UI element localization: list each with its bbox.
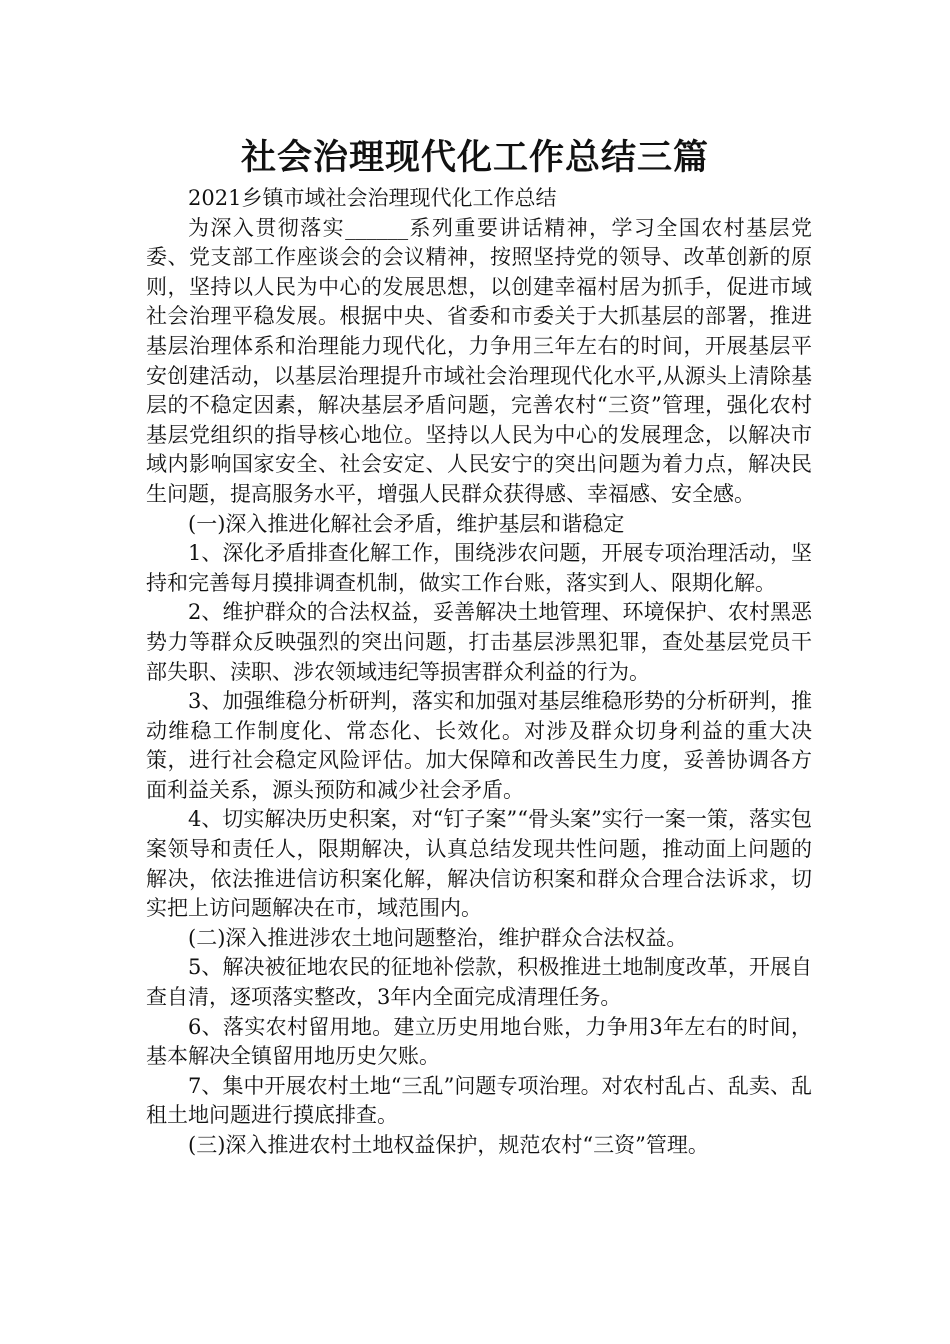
subtitle-paragraph: 2021乡镇市域社会治理现代化工作总结	[188, 186, 557, 210]
item-paragraph-3: 3、加强维稳分析研判，落实和加强对基层维稳形势的分析研判，推动维稳工作制度化、常态化、长效化。对涉及群众切身利益的重大决策，进行社会稳定风险评估。加大保障和改善民生力度，妥善协调各方面利益关系，源头预防和减少社会矛盾。	[146, 689, 812, 802]
item-paragraph-7: 7、集中开展农村土地“三乱”问题专项治理。对农村乱占、乱卖、乱租土地问题进行摸底排查。	[146, 1073, 812, 1128]
item-paragraph-4: 4、切实解决历史积案，对“钉子案”“骨头案”实行一案一策，落实包案领导和责任人，限期解决，认真总结发现共性问题，推动面上问题的解决，依法推进信访积案化解，解决信访积案和群众合理合法诉求，切实把上访问题解决在市，域范围内。	[146, 807, 812, 921]
section-heading-1: (一)深入推进化解社会矛盾，维护基层和谐稳定	[188, 511, 625, 536]
section-heading-2: (二)深入推进涉农土地问题整治，维护群众合法权益。	[188, 925, 688, 950]
intro-paragraph: 为深入贯彻落实______系列重要讲话精神，学习全国农村基层党委、党支部工作座谈会的会议精神，按照坚持党的领导、改革创新的原则，坚持以人民为中心的发展思想，以创建幸福村居为抓手，促进市域社会治理平稳发展。根据中央、省委和市委关于大抓基层的部署，推进基层治理体系和治理能力现代化，力争用三年左右的时间，开展基层平安创建活动，以基层治理提升市域社会治理现代化水平,从源头上清除基层的不稳定因素，解决基层矛盾问题，完善农村“三资”管理，强化农村基层党组织的指导核心地位。坚持以人民为中心的发展理念，以解决市域内影响国家安全、社会安定、人民安宁的突出问题为着力点，解决民生问题，提高服务水平，增强人民群众获得感、幸福感、安全感。	[146, 215, 812, 506]
document-title: 社会治理现代化工作总结三篇	[240, 138, 709, 178]
item-paragraph-6: 6、落实农村留用地。建立历史用地台账，力争用3年左右的时间，基本解决全镇留用地历史欠账。	[146, 1014, 812, 1069]
item-paragraph-2: 2、维护群众的合法权益，妥善解决土地管理、环境保护、农村黑恶势力等群众反映强烈的突出问题，打击基层涉黑犯罪，查处基层党员干部失职、渎职、涉农领域违纪等损害群众利益的行为。	[146, 600, 812, 684]
item-paragraph-1: 1、深化矛盾排查化解工作，围绕涉农问题，开展专项治理活动，坚持和完善每月摸排调查机制，做实工作台账，落实到人、限期化解。	[146, 541, 812, 595]
section-heading-3: (三)深入推进农村土地权益保护，规范农村“三资”管理。	[188, 1133, 709, 1157]
item-paragraph-5: 5、解决被征地农民的征地补偿款，积极推进土地制度改革，开展自查自清，逐项落实整改，3年内全面完成清理任务。	[146, 955, 812, 1010]
document-body	[146, 184, 812, 1161]
